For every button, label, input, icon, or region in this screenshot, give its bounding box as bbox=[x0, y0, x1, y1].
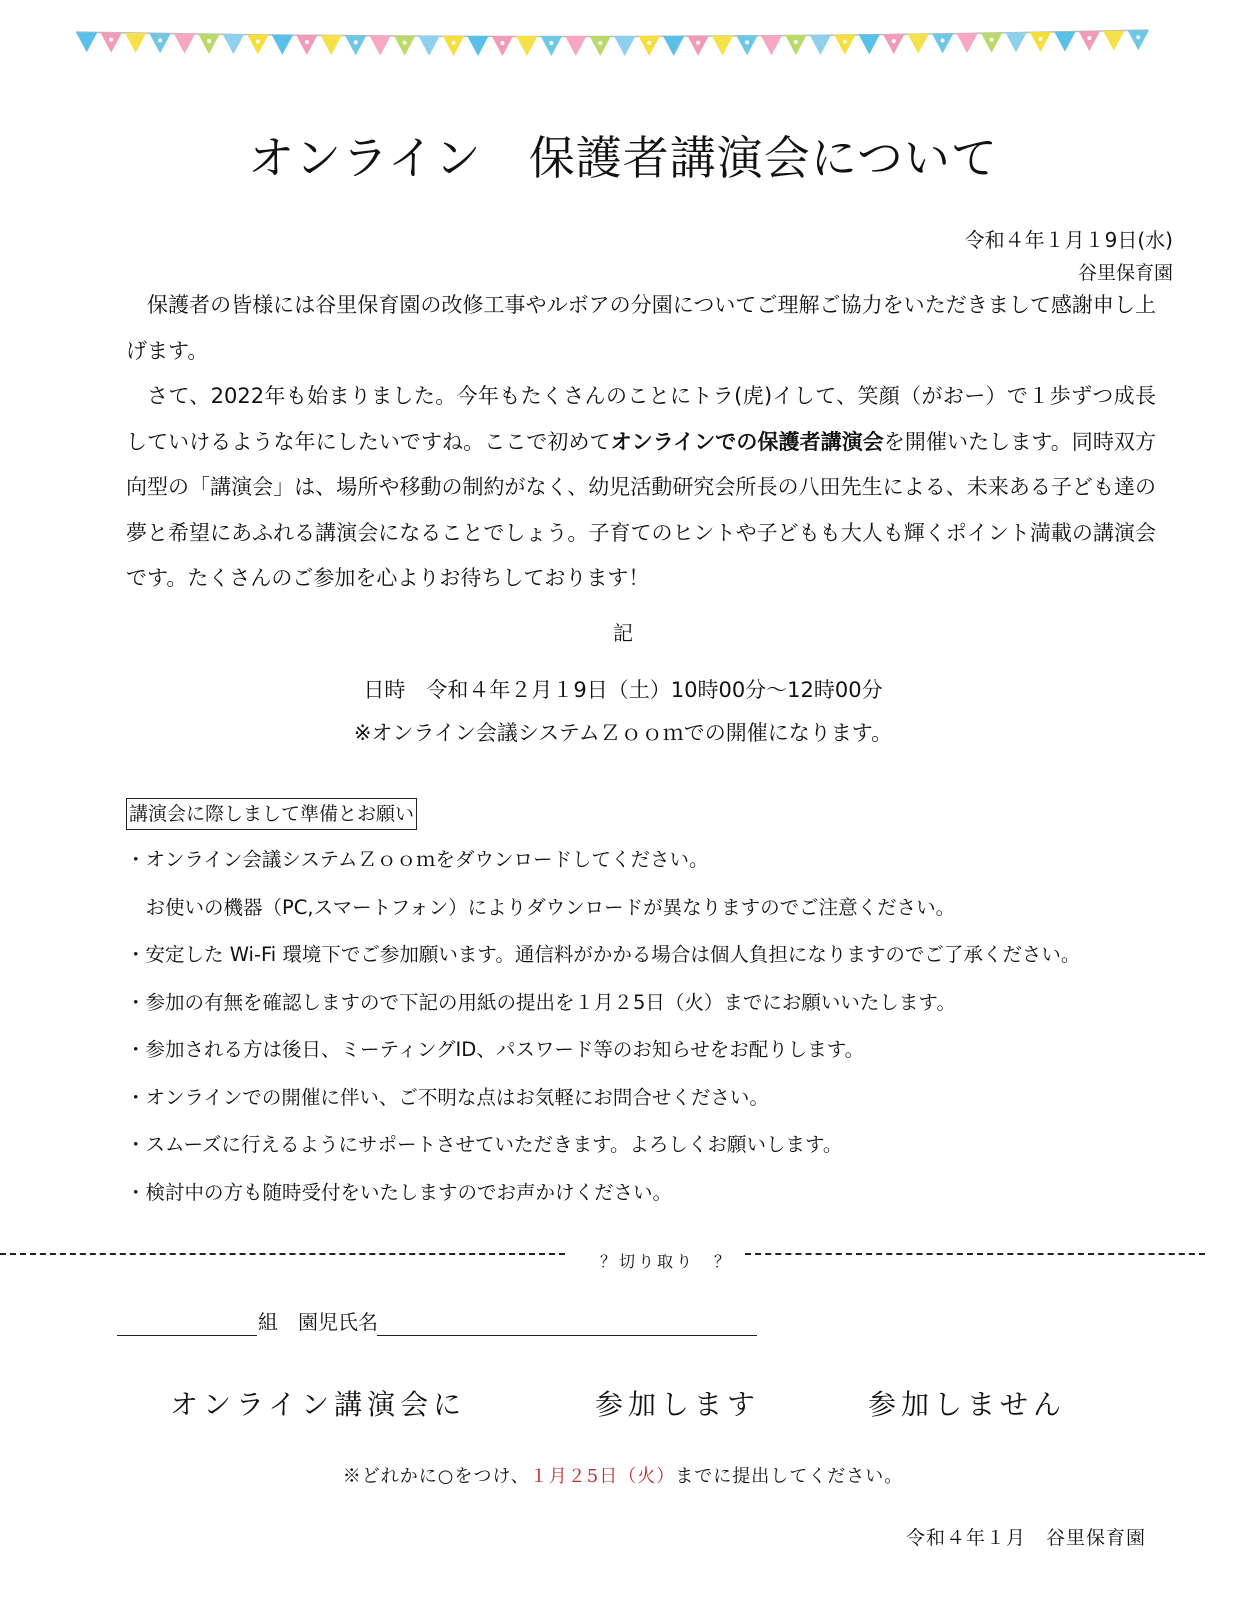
list-item: ・参加される方は後日、ミーティングID、パスワード等のお知らせをお配りします。 bbox=[126, 1038, 865, 1061]
issue-date: 令和４年１月１9日(水) bbox=[964, 228, 1173, 252]
bunting-flag-dot bbox=[794, 40, 798, 44]
list-item: ・オンラインでの開催に伴い、ご不明な点はお気軽にお問合せください。 bbox=[126, 1085, 769, 1109]
child-name-blank-line bbox=[377, 1335, 757, 1336]
list-item: ・安定した Wi-Fi 環境下でご参加願います。通信料がかかる場合は個人負担になりますのでご了承ください。 bbox=[126, 943, 1081, 966]
bunting-flag bbox=[296, 35, 317, 55]
page-title: オンライン 保護者講演会について bbox=[248, 131, 998, 185]
bunting-flag bbox=[956, 33, 977, 53]
bunting-flag bbox=[345, 35, 366, 55]
choice-prompt: オンライン講演会に bbox=[170, 1388, 467, 1421]
bunting-flag-dot bbox=[158, 38, 162, 42]
bunting-flag-dot bbox=[256, 40, 260, 44]
bunting-flag-dot bbox=[598, 41, 602, 45]
note-text-end: までに提出してください。 bbox=[675, 1466, 904, 1487]
bunting-flag bbox=[100, 33, 121, 53]
bunting-flag-dot bbox=[354, 40, 358, 44]
bunting-flag-dot bbox=[941, 38, 945, 42]
bunting-flag bbox=[394, 36, 415, 56]
bunting-flag bbox=[247, 35, 268, 55]
bunting-flag bbox=[1103, 31, 1124, 51]
list-item: ・スムーズに行えるようにサポートさせていただきます。よろしくお願いします。 bbox=[126, 1133, 843, 1156]
bunting-flag bbox=[1005, 32, 1026, 52]
bunting-flag bbox=[712, 36, 733, 56]
form-label: 組 園児氏名 bbox=[258, 1310, 378, 1334]
note-deadline: １月２5日（火） bbox=[529, 1466, 676, 1487]
bunting-flag bbox=[834, 35, 855, 55]
request-list bbox=[126, 843, 1080, 1223]
intro-text: さて、2022年も始まりました。今年もたくさんのことにトラ(虎)イして、笑顔（がおー）で１歩ずつ成長していけるような年にしたいですね。ここで初めて bbox=[126, 384, 1156, 454]
bunting-flag bbox=[1079, 31, 1100, 51]
bunting-flag-dot bbox=[990, 38, 994, 42]
bunting-flag bbox=[418, 36, 439, 56]
bunting-flag bbox=[932, 33, 953, 53]
bunting-flag bbox=[638, 36, 659, 56]
bunting-flag-dot bbox=[892, 39, 896, 43]
bunting-flag-dot bbox=[403, 41, 407, 45]
bunting-flag-dot bbox=[745, 40, 749, 44]
bunting-flag bbox=[687, 36, 708, 56]
bunting-flag-dot bbox=[1087, 36, 1091, 40]
bunting-flag bbox=[565, 36, 586, 56]
cut-line-left bbox=[0, 1253, 565, 1255]
bunting-flag bbox=[321, 35, 342, 55]
choice-not-attend: 参加しません bbox=[868, 1388, 1067, 1421]
cut-label: ？切り取り ？ bbox=[600, 1252, 734, 1271]
bunting-flag bbox=[810, 35, 831, 55]
bunting-flag bbox=[443, 36, 464, 56]
bunting-flag-dot bbox=[305, 40, 309, 44]
bunting-flag bbox=[76, 32, 97, 52]
bunting-flag bbox=[736, 35, 757, 55]
bunting-flag-dot bbox=[500, 41, 504, 45]
bunting-flag-dot bbox=[843, 40, 847, 44]
bunting-flag bbox=[492, 36, 513, 56]
greeting-paragraph: 保護者の皆様には谷里保育園の改修工事やルボアの分園についてご理解ご協力をいただきまして感謝申し上げます。 bbox=[126, 293, 1156, 363]
preparation-heading: 講演会に際しまして準備とお願い bbox=[126, 798, 417, 830]
footer-signature: 令和４年１月 谷里保育園 bbox=[905, 1527, 1146, 1549]
bunting-flag-dot bbox=[109, 38, 113, 42]
bunting-flag bbox=[785, 35, 806, 55]
bunting-flag-dot bbox=[1038, 37, 1042, 41]
bunting-flag bbox=[883, 34, 904, 54]
bunting-flag-dot bbox=[1136, 35, 1140, 39]
list-item: ・参加の有無を確認しますので下記の用紙の提出を１月２5日（火）までにお願いいたします。 bbox=[126, 990, 956, 1014]
intro-text-continued: を開催いたします。同時双方向型の「講演会」は、場所や移動の制約がなく、幼児活動研究会所長の八田先生による、未来ある子ども達の夢と希望にあふれる講演会になることでしょう。子育てのヒントや子どもも大人も輝くポイント満載の講演会です。たくさんのご参加を心よりお待ちしております！ bbox=[126, 429, 1156, 590]
bunting-flag bbox=[198, 34, 219, 54]
bunting-flag bbox=[541, 36, 562, 56]
bunting-flag bbox=[1128, 30, 1149, 50]
event-schedule: 日時 令和４年２月１9日（土）10時00分～12時00分 bbox=[363, 678, 883, 702]
bunting-flag bbox=[663, 36, 684, 56]
class-blank-line bbox=[117, 1335, 257, 1336]
bunting-flag-dot bbox=[452, 41, 456, 45]
bunting-flag bbox=[149, 33, 170, 53]
list-item: ・検討中の方も随時受付をいたしますのでお声かけください。 bbox=[126, 1180, 673, 1204]
bunting-flag bbox=[859, 34, 880, 54]
bunting-flag bbox=[223, 34, 244, 54]
list-item: ・オンライン会議システムＺｏｏｍをダウンロードしてください。 bbox=[126, 848, 709, 871]
intro-paragraph bbox=[126, 374, 1156, 602]
bunting-flag bbox=[1054, 32, 1075, 52]
bunting-flag bbox=[981, 33, 1002, 53]
list-item: お使いの機器（PC,スマートフォン）によりダウンロードが異なりますのでご注意ください。 bbox=[126, 895, 956, 919]
bunting-flag bbox=[1030, 32, 1051, 52]
bunting-flag bbox=[907, 34, 928, 54]
bunting-flag bbox=[761, 35, 782, 55]
organization-name: 谷里保育園 bbox=[1077, 262, 1173, 284]
bunting-flag-dot bbox=[696, 41, 700, 45]
bunting-flag-dot bbox=[207, 39, 211, 43]
bunting-flag bbox=[590, 36, 611, 56]
intro-emphasis: オンラインでの保護者講演会 bbox=[610, 429, 884, 454]
bunting-garland-decoration bbox=[74, 26, 1150, 68]
bunting-flag bbox=[272, 35, 293, 55]
bunting-flag bbox=[467, 36, 488, 56]
bunting-flag-dot bbox=[647, 41, 651, 45]
bunting-flag bbox=[614, 36, 635, 56]
zoom-note: ※オンライン会議システムＺｏｏｍでの開催になります。 bbox=[353, 721, 893, 745]
bunting-flag-dot bbox=[549, 41, 553, 45]
cut-line-right bbox=[745, 1253, 1205, 1255]
ki-heading: 記 bbox=[613, 621, 633, 645]
bunting-flag bbox=[369, 36, 390, 56]
submission-note bbox=[0, 1462, 1246, 1488]
bunting-flag bbox=[516, 36, 537, 56]
bunting-flag bbox=[125, 33, 146, 53]
choice-attend: 参加します bbox=[595, 1388, 761, 1421]
note-text: ※どれかに○をつけ、 bbox=[342, 1466, 530, 1487]
bunting-flag bbox=[174, 34, 195, 54]
